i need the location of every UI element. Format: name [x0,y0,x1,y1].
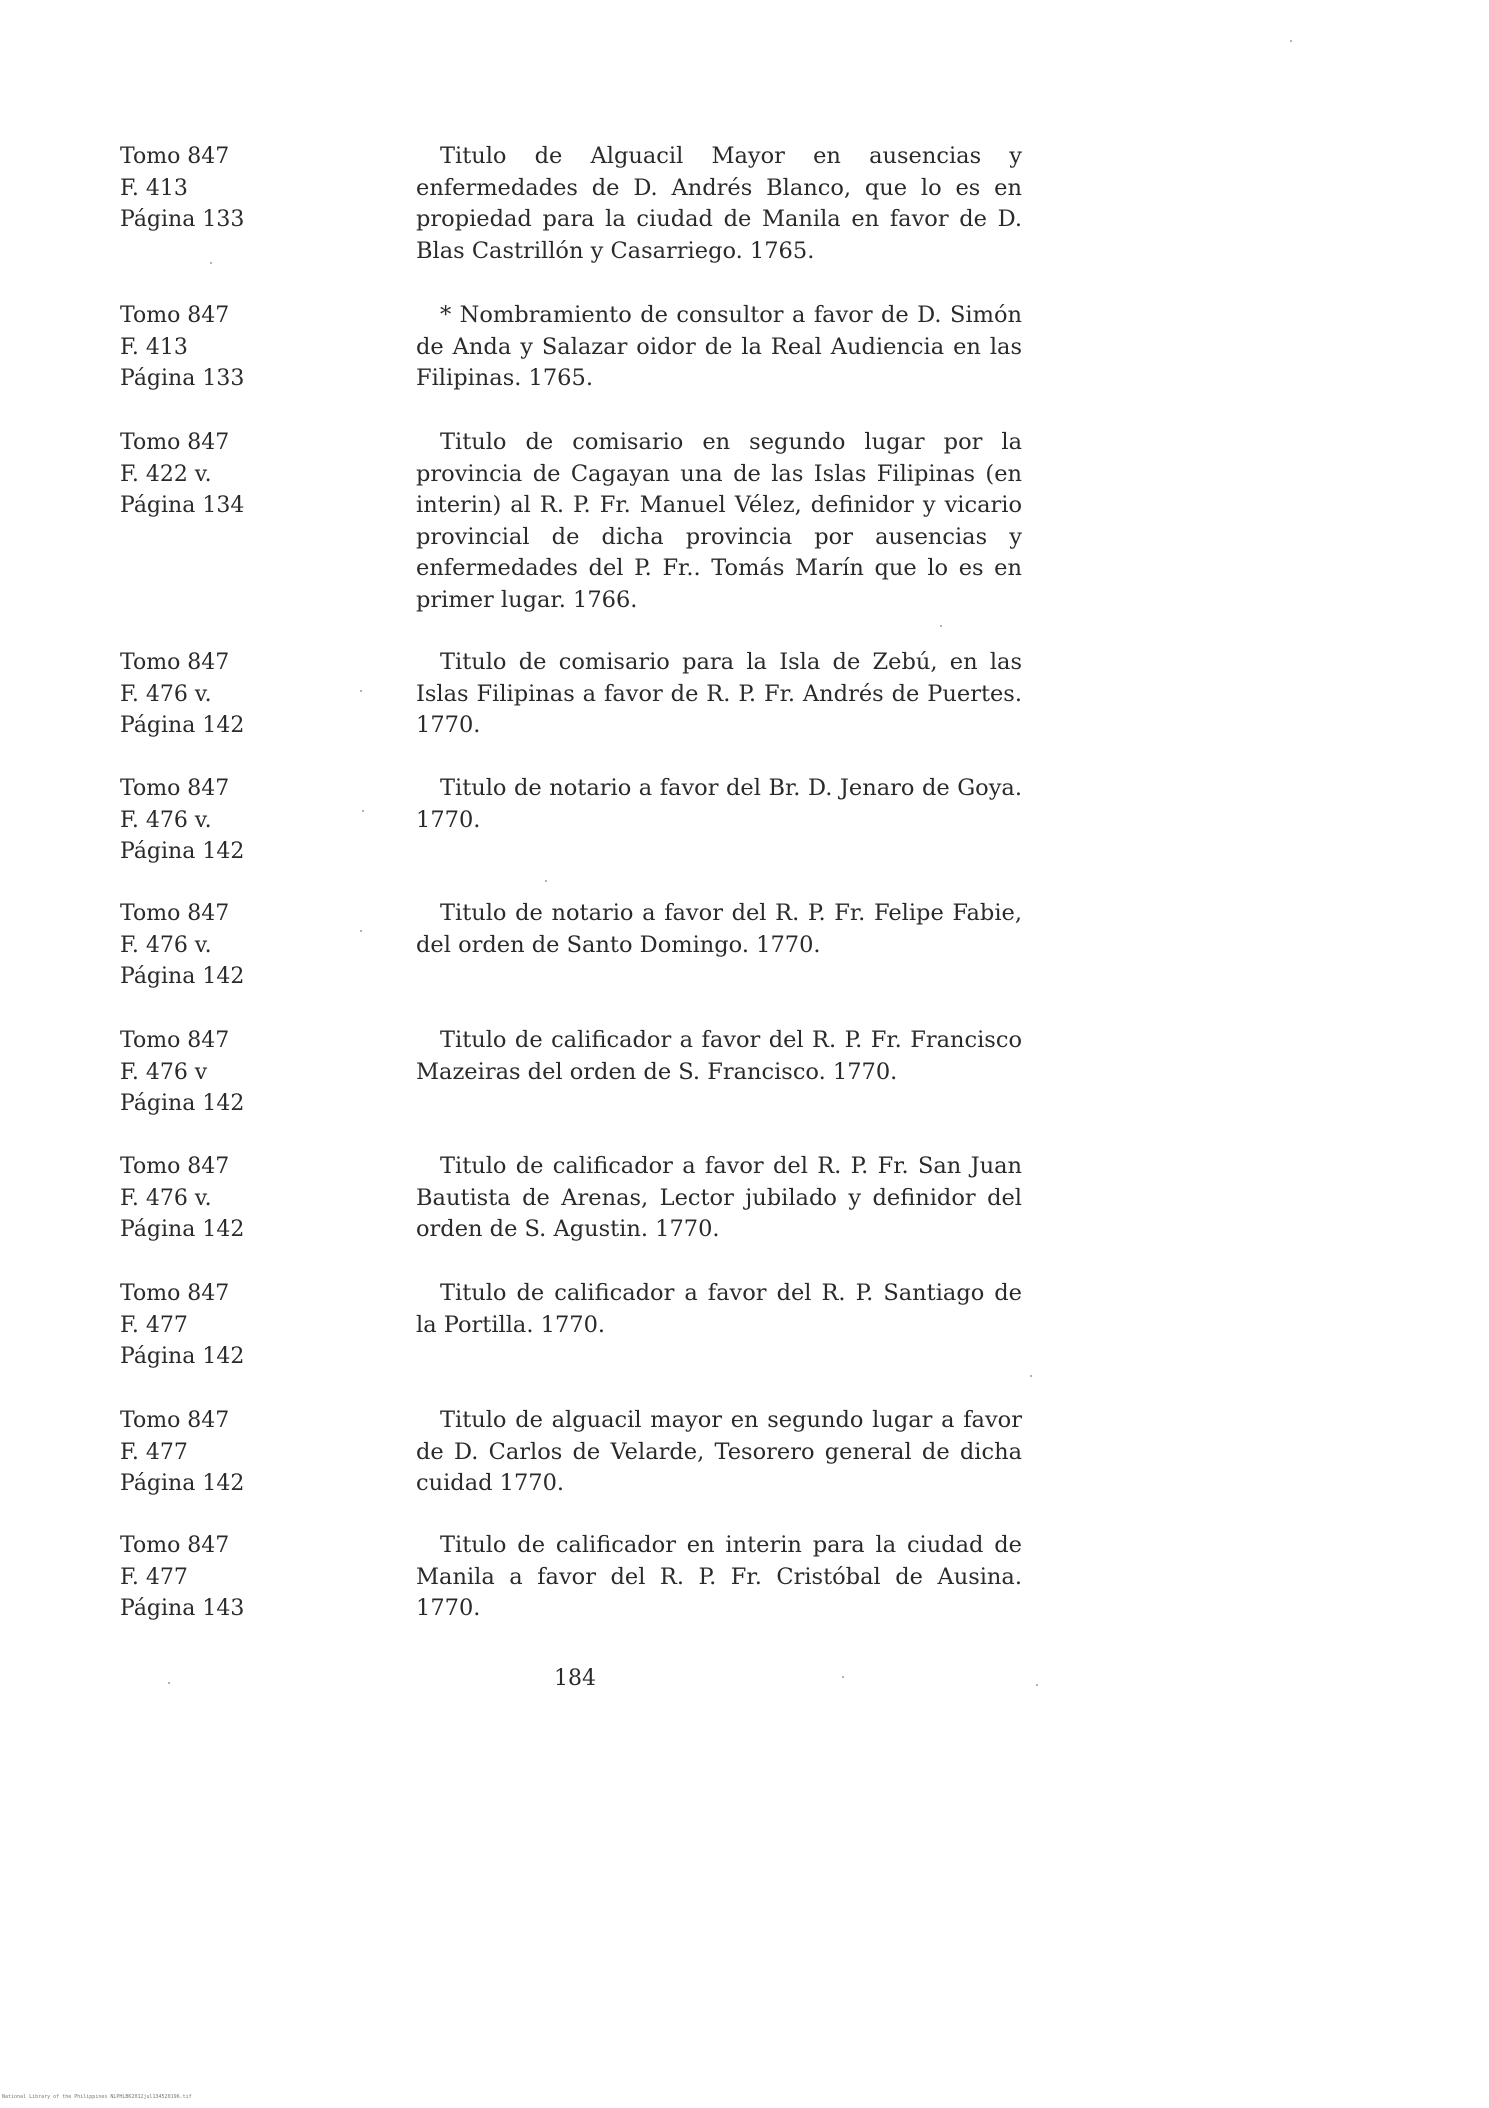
tomo: Tomo 847 [120,1154,230,1179]
tomo: Tomo 847 [120,1533,230,1558]
entry-reference [120,300,350,395]
entry-reference [120,1530,350,1625]
tomo: Tomo 847 [120,1028,230,1053]
pagina: Página 142 [120,1217,245,1242]
entry-reference [120,773,350,868]
entry-description: Titulo de calificador a favor del R. P. Fr. Francisco Mazeiras del orden de S. Francisco. 1770. [416,1027,1022,1085]
tomo: Tomo 847 [120,901,230,926]
entry-reference [120,141,350,236]
entry-description: Titulo de calificador en interin para la ciudad de Manila a favor del R. P. Fr. Cristóbal de Ausina. 1770. [416,1532,1022,1621]
scan-speck [362,810,364,812]
entry-reference [120,1025,350,1120]
entry-reference [120,898,350,993]
pagina: Página 133 [120,207,245,232]
scan-speck [210,262,212,264]
pagina: Página 143 [120,1596,245,1621]
entry-reference [120,647,350,742]
tomo: Tomo 847 [120,430,230,455]
pagina: Página 142 [120,1091,245,1116]
scan-speck [168,1682,170,1684]
folio: F. 413 [120,175,188,201]
folio: F. 476 v. [120,1185,212,1211]
scan-speck [545,880,547,882]
folio: F. 476 v [120,1059,208,1085]
page-number: 184 [554,1666,596,1691]
pagina: Página 142 [120,713,245,738]
scan-speck [1036,1684,1038,1686]
folio: F. 477 [120,1312,188,1338]
scan-speck [360,690,362,692]
folio: F. 422 v. [120,461,212,487]
scan-credit: National Library of the Philippines NLPHLBK2012jul134520196.tif [2,2094,192,2100]
pagina: Página 142 [120,1344,245,1369]
tomo: Tomo 847 [120,650,230,675]
folio: F. 477 [120,1564,188,1590]
entry-description: Titulo de comisario para la Isla de Zebú, en las Islas Filipinas a favor de R. P. Fr. Andrés de Puertes. 1770. [416,649,1022,738]
entry-description: Titulo de notario a favor del Br. D. Jenaro de Goya. 1770. [416,775,1022,833]
entry-description: Titulo de Alguacil Mayor en ausencias y enfermedades de D. Andrés Blanco, que lo es en propiedad para la ciudad de Manila en favor de D. Blas Castrillón y Casarriego. 1765. [416,143,1022,264]
entry-reference [120,1151,350,1246]
pagina: Página 134 [120,493,245,518]
folio: F. 476 v. [120,681,212,707]
folio: F. 476 v. [120,807,212,833]
scan-speck [360,930,362,932]
entry-reference [120,427,350,522]
entry-description: Titulo de calificador a favor del R. P. Santiago de la Portilla. 1770. [416,1280,1022,1338]
tomo: Tomo 847 [120,776,230,801]
folio: F. 477 [120,1439,188,1465]
scan-speck [1290,40,1292,42]
tomo: Tomo 847 [120,1408,230,1433]
scan-speck [842,1676,844,1678]
entry-description: Titulo de calificador a favor del R. P. Fr. San Juan Bautista de Arenas, Lector jubilado y definidor del orden de S. Agustin. 1770. [416,1153,1022,1242]
entry-reference [120,1405,350,1500]
tomo: Tomo 847 [120,303,230,328]
tomo: Tomo 847 [120,1281,230,1306]
pagina: Página 142 [120,839,245,864]
scan-speck [1030,1375,1032,1377]
folio: F. 413 [120,334,188,360]
scan-speck [940,625,942,627]
entry-description: Titulo de notario a favor del R. P. Fr. Felipe Fabie, del orden de Santo Domingo. 1770. [416,900,1022,958]
pagina: Página 142 [120,1471,245,1496]
pagina: Página 133 [120,366,245,391]
tomo: Tomo 847 [120,144,230,169]
entry-description: * Nombramiento de consultor a favor de D. Simón de Anda y Salazar oidor de la Real Audiencia en las Filipinas. 1765. [416,302,1022,391]
pagina: Página 142 [120,964,245,989]
entry-description: Titulo de comisario en segundo lugar por la provincia de Cagayan una de las Islas Filipinas (en interin) al R. P. Fr. Manuel Vélez, definidor y vicario provincial de dicha provincia por ausencias y enfermedades del P. Fr.. Tomás Marín que lo es en primer lugar. 1766. [416,429,1022,613]
folio: F. 476 v. [120,932,212,958]
entry-description: Titulo de alguacil mayor en segundo lugar a favor de D. Carlos de Velarde, Tesorero general de dicha cuidad 1770. [416,1407,1022,1496]
entry-reference [120,1278,350,1373]
